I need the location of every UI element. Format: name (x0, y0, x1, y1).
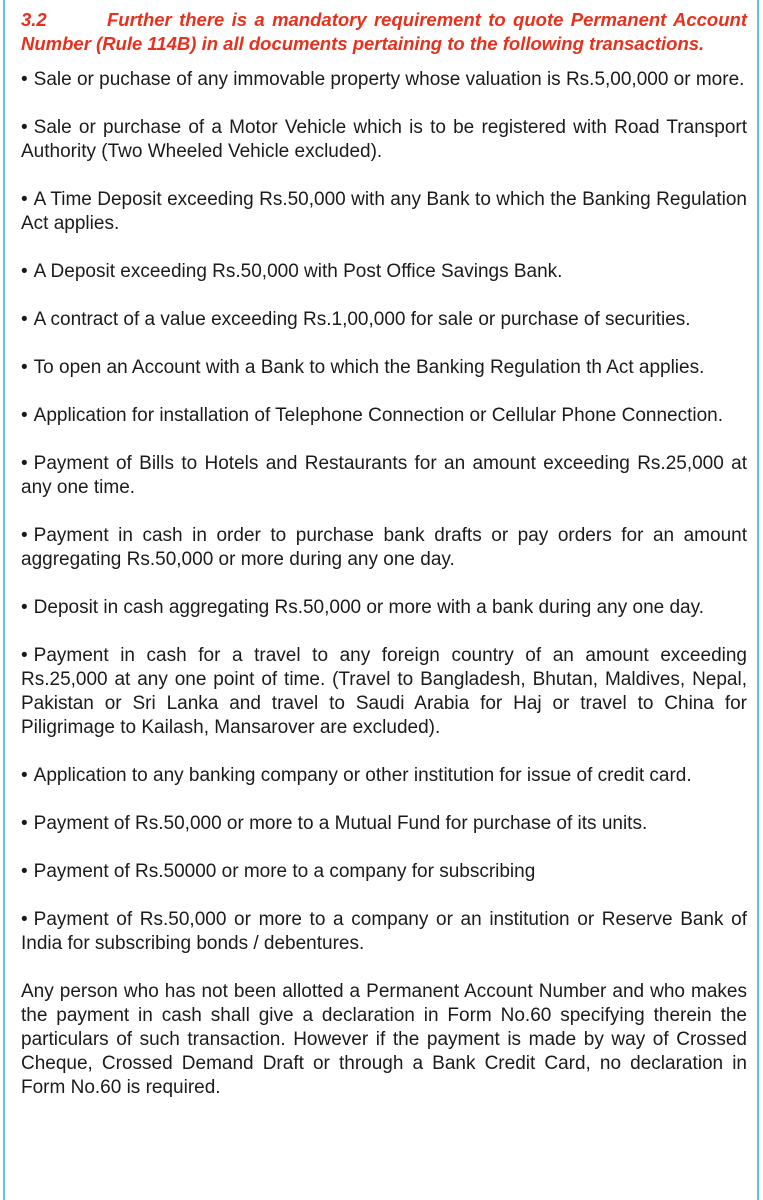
list-item (21, 860, 747, 884)
bullet-icon: • (21, 189, 28, 210)
bullet-icon: • (21, 909, 28, 930)
bullet-icon: • (21, 765, 28, 786)
list-item-text: Payment of Rs.50000 or more to a company for subscribing (33, 861, 536, 882)
bullet-icon: • (21, 405, 28, 426)
bullet-icon: • (21, 69, 28, 90)
list-item-text: Application to any banking company or other institution for issue of credit card. (33, 765, 692, 786)
list-item (21, 308, 747, 332)
list-item (21, 452, 747, 500)
list-item-text: Payment in cash in order to purchase bank drafts or pay orders for an amount aggregating Rs.50,000 or more during any one day. (21, 525, 747, 570)
list-item (21, 260, 747, 284)
list-item (21, 908, 747, 956)
list-item-text: Deposit in cash aggregating Rs.50,000 or more with a bank during any one day. (33, 597, 704, 618)
bullet-icon: • (21, 117, 28, 138)
list-item-text: Payment of Bills to Hotels and Restaurants for an amount exceeding Rs.25,000 at any one time. (21, 453, 747, 498)
list-item (21, 188, 747, 236)
list-item-text: Sale or puchase of any immovable property whose valuation is Rs.5,00,000 or more. (33, 69, 745, 90)
list-item (21, 764, 747, 788)
list-item (21, 812, 747, 836)
bullet-icon: • (21, 261, 28, 282)
bullet-icon: • (21, 525, 28, 546)
list-item-text: A Deposit exceeding Rs.50,000 with Post Office Savings Bank. (33, 261, 563, 282)
bullet-icon: • (21, 861, 28, 882)
bullet-icon: • (21, 453, 28, 474)
list-item (21, 68, 747, 92)
closing-paragraph: Any person who has not been allotted a Permanent Account Number and who makes the payment in cash shall give a declaration in Form No.60 specifying therein the particulars of such transaction. However if the payment is made by way of Crossed Cheque, Crossed Demand Draft or through a Bank Credit Card, no declaration in Form No.60 is required. (21, 981, 747, 1098)
list-item-text: Sale or purchase of a Motor Vehicle which is to be registered with Road Transport Authority (Two Wheeled Vehicle excluded). (21, 117, 747, 162)
section-number: 3.2 (21, 9, 47, 30)
bullet-icon: • (21, 813, 28, 834)
list-item-text: A Time Deposit exceeding Rs.50,000 with any Bank to which the Banking Regulation Act applies. (21, 189, 747, 234)
bullet-icon: • (21, 309, 28, 330)
list-item-text: A contract of a value exceeding Rs.1,00,000 for sale or purchase of securities. (33, 309, 691, 330)
document-content (21, 8, 747, 1100)
list-item-text: Payment of Rs.50,000 or more to a company or an institution or Reserve Bank of India for subscribing bonds / debentures. (21, 909, 747, 954)
bullet-icon: • (21, 357, 28, 378)
transaction-list (21, 68, 747, 956)
list-item-text: To open an Account with a Bank to which the Banking Regulation th Act applies. (33, 357, 705, 378)
list-item (21, 404, 747, 428)
bullet-icon: • (21, 597, 28, 618)
list-item-text: Application for installation of Telephone Connection or Cellular Phone Connection. (33, 405, 724, 426)
list-item (21, 524, 747, 572)
list-item (21, 116, 747, 164)
list-item-text: Payment of Rs.50,000 or more to a Mutual Fund for purchase of its units. (33, 813, 648, 834)
section-heading (21, 8, 747, 56)
section-heading-text: Further there is a mandatory requirement to quote Permanent Account Number (Rule 114B) in all documents pertaining to the following transactions. (21, 9, 747, 54)
list-item (21, 596, 747, 620)
list-item-text: Payment in cash for a travel to any foreign country of an amount exceeding Rs.25,000 at any one point of time. (Travel to Bangladesh, Bhutan, Maldives, Nepal, Pakistan or Sri Lanka and travel to Saudi Arabia for Haj or travel to China for Piligrimage to Kailash, Mansarover are excluded). (21, 645, 747, 738)
list-item (21, 644, 747, 740)
bullet-icon: • (21, 645, 28, 666)
list-item (21, 356, 747, 380)
